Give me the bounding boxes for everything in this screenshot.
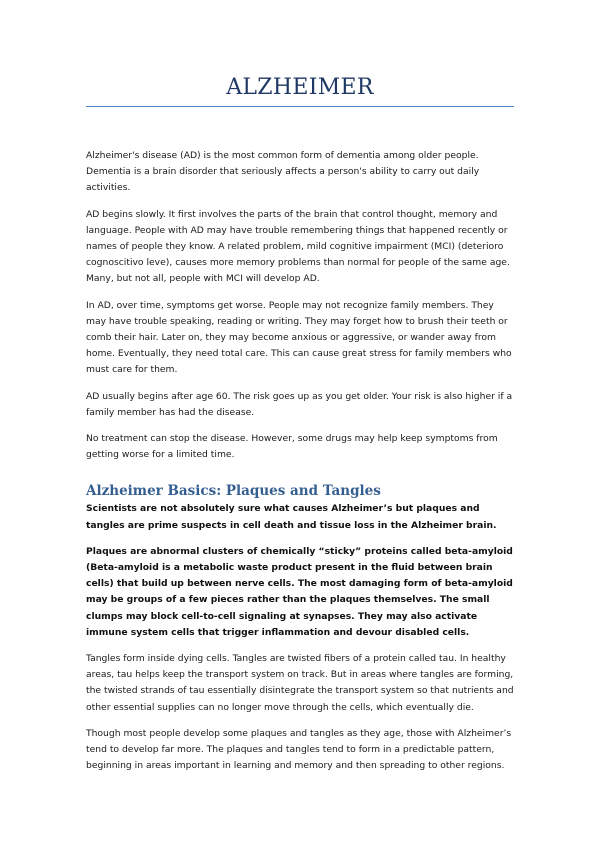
- document-body: [86, 148, 516, 785]
- paragraph-symptoms: In AD, over time, symptoms get worse. People may not recognize family members. They may have trouble speaking, reading or writing. They may forget how to brush their teeth or comb their hair. Later on, they may become anxious or aggressive, or wander away from home. Eventually, they need total care. This can cause great stress for family members who must care for them.: [86, 299, 512, 376]
- paragraph-tangles: Tangles form inside dying cells. Tangles are twisted fibers of a protein called tau. In healthy areas, tau helps keep the transport system on track. But in areas where tangles are forming, the twisted strands of tau essentially disintegrate the transport system so that nutrients and other essential supplies can no longer move through the cells, which eventually die.: [86, 653, 514, 713]
- paragraph-risk: AD usually begins after age 60. The risk goes up as you get older. Your risk is also higher if a family member has had the disease.: [86, 390, 513, 418]
- paragraph-treatment: No treatment can stop the disease. However, some drugs may help keep symptoms from getting worse for a limited time.: [86, 433, 498, 461]
- document-title: ALZHEIMER: [226, 75, 374, 100]
- paragraph-intro-definition: Alzheimer's disease (AD) is the most common form of dementia among older people. Dementia is a brain disorder that seriously affects a person's ability to carry out daily activities.: [86, 150, 480, 194]
- paragraph-aging: Though most people develop some plaques and tangles as they age, those with Alzheimer’s tend to develop far more. The plaques and tangles tend to form in a predictable pattern, beginning in areas important in learning and memory and then spreading to other regions.: [86, 727, 512, 772]
- title-underline-rule: [86, 106, 514, 107]
- paragraph-scientists: Scientists are not absolutely sure what causes Alzheimer’s but plaques and tangles are prime suspects in cell death and tissue loss in the Alzheimer brain.: [86, 503, 497, 531]
- paragraph-ad-begins: AD begins slowly. It first involves the parts of the brain that control thought, memory and language. People with AD may have trouble remembering things that happened recently or names of people they know. A related problem, mild cognitive impairment (MCI) (deterioro cognoscitivo leve), causes more memory problems than normal for people of the same age. Many, but not all, people with MCI will develop AD.: [86, 208, 510, 285]
- paragraph-plaques: Plaques are abnormal clusters of chemically “sticky” proteins called beta-amyloid (Beta-amyloid is a metabolic waste product present in the fluid between brain cells) that build up between nerve cells. The most damaging form of beta-amyloid may be groups of a few pieces rather than the plaques themselves. The small clumps may block cell-to-cell signaling at synapses. They may also activate immune system cells that trigger inflammation and devour disabled cells.: [86, 545, 513, 638]
- section-heading-plaques-tangles: Alzheimer Basics: Plaques and Tangles: [86, 483, 381, 500]
